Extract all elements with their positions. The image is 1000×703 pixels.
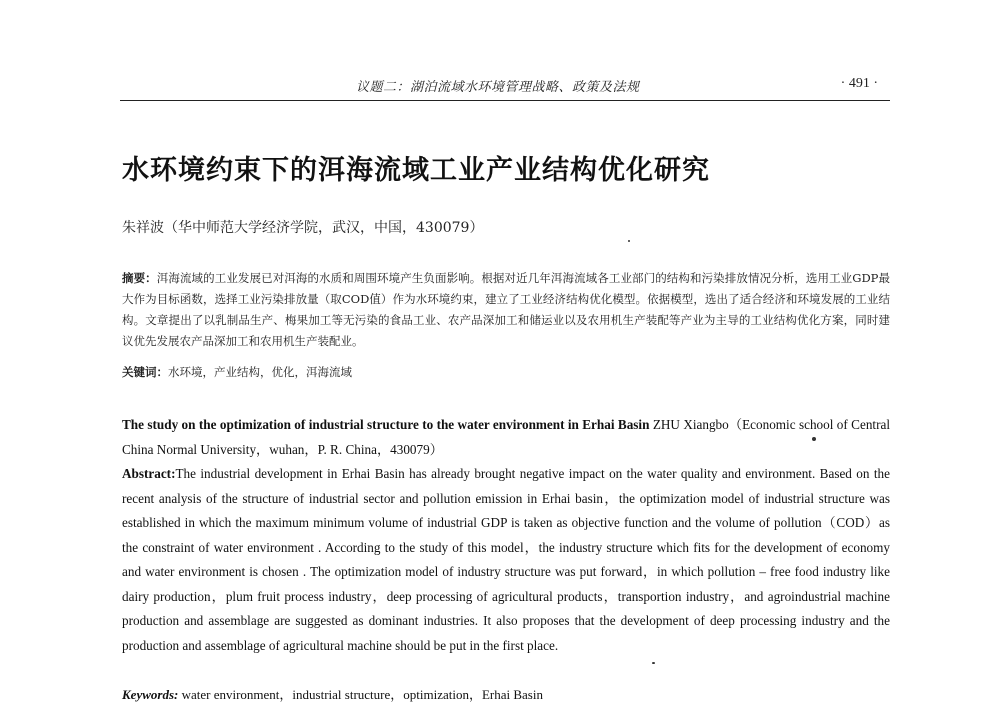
paper-title-cn: 水环境约束下的洱海流域工业产业结构优化研究 xyxy=(122,155,710,186)
scan-speck xyxy=(628,240,630,242)
keywords-cn-text: 水环境，产业结构，优化，洱海流域 xyxy=(168,365,352,379)
english-section xyxy=(122,413,890,658)
title-author-en xyxy=(122,413,890,462)
author-affiliation-cn: 朱祥波（华中师范大学经济学院，武汉，中国，430079） xyxy=(122,220,484,236)
abstract-cn xyxy=(122,268,890,352)
keywords-cn-label: 关键词： xyxy=(122,365,168,379)
running-header xyxy=(120,74,890,101)
running-title: 议题二：湖泊流域水环境管理战略、政策及法规 xyxy=(356,80,640,95)
abstract-cn-label: 摘要： xyxy=(122,271,157,285)
scan-speck xyxy=(812,437,816,441)
abstract-en xyxy=(122,462,890,658)
abstract-cn-text: 洱海流域的工业发展已对洱海的水质和周围环境产生负面影响。根据对近几年洱海流域各工业部门的结构和污染排放情况分析，选用工业GDP最大作为目标函数，选择工业污染排放量（取COD值）作为水环境约束，建立了工业经济结构优化模型。依据模型，选出了适合经济和环境发展的工业结构。文章提出了以乳制品生产、梅果加工等无污染的食品工业、农产品深加工和储运业以及农用机生产装配等产业为主导的工业结构优化方案，同时建议优先发展农产品深加工和农用机生产装配业。 xyxy=(122,271,891,348)
paper-title-en: The study on the optimization of industrial structure to the water environment in Erhai Basin xyxy=(122,417,650,432)
author-affiliation-en: ZHU Xiangbo（Economic school of Central China Normal University，wuhan，P. R. China，430079） xyxy=(122,417,890,457)
scan-speck xyxy=(652,662,655,664)
abstract-en-label: Abstract: xyxy=(122,466,176,481)
keywords-en-label: Keywords: xyxy=(122,687,179,702)
page-number: · 491 · xyxy=(840,76,878,91)
abstract-en-text: The industrial development in Erhai Basin has already brought negative impact on the water quality and environment. Based on the recent analysis of the structure of industrial sector and pollution emission in Erhai basin，the optimization model of industrial structure was established in which the maximum minimum volume of industrial GDP is taken as objective function and the volume of pollution（COD）as the constraint of water environment . According to the study of this model，the industry structure which fits for the development of economy and water environment is chosen . The optimization model of industry structure was put forward，in which pollution – free food industry like dairy production，plum fruit process industry，deep processing of agricultural products，transportion industry，and agroindustrial machine production and assemblage are suggested as dominant industries. It also proposes that the development of deep processing industry and the production and assemblage of agricultural machine should be put in the first place. xyxy=(122,466,890,653)
keywords-en xyxy=(122,684,543,703)
keywords-en-text: water environment，industrial structure，optimization，Erhai Basin xyxy=(178,687,543,702)
keywords-cn xyxy=(122,364,352,380)
